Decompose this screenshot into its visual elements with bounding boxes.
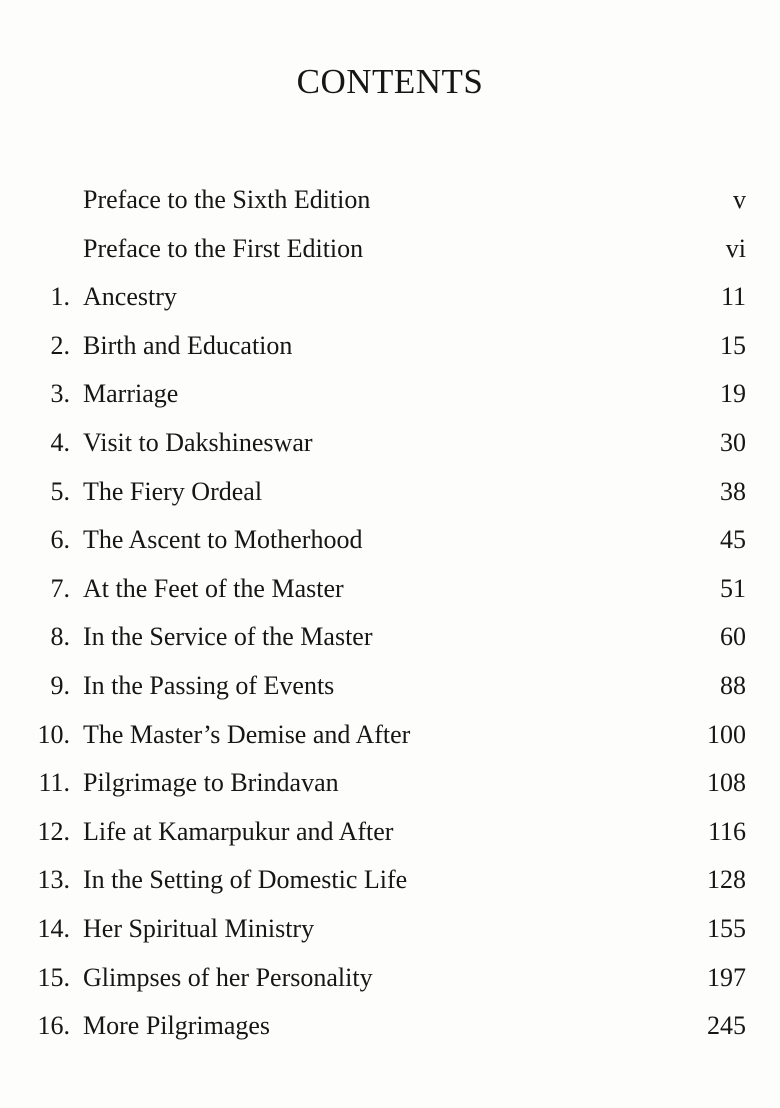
toc-entry (0, 275, 780, 324)
toc-entry (0, 227, 780, 276)
chapter-title: Preface to the First Edition (83, 233, 364, 263)
toc-entry (0, 324, 780, 373)
toc-entry (0, 713, 780, 762)
chapter-title: The Ascent to Motherhood (83, 525, 363, 555)
chapter-number: 15. (37, 962, 70, 992)
chapter-number: 3. (50, 379, 70, 409)
page-number: 197 (707, 962, 746, 992)
toc-entry (0, 956, 780, 1005)
page-number: 100 (707, 719, 746, 749)
page-number: 38 (720, 476, 746, 506)
toc-entry (0, 470, 780, 519)
chapter-title: At the Feet of the Master (83, 573, 344, 603)
page-number: 60 (720, 622, 746, 652)
page-number: 108 (707, 768, 746, 798)
page-number: 15 (720, 330, 746, 360)
chapter-title: Life at Kamarpukur and After (83, 816, 394, 846)
chapter-number: 16. (37, 1011, 70, 1041)
chapter-number: 11. (38, 768, 70, 798)
toc-entry (0, 761, 780, 810)
page-number: 11 (720, 282, 746, 312)
toc-entry (0, 178, 780, 227)
page-number: 155 (707, 913, 746, 943)
page-number: vi (725, 233, 746, 263)
page-number: 19 (720, 379, 746, 409)
chapter-title: The Master’s Demise and After (83, 719, 411, 749)
page-number: 88 (720, 670, 746, 700)
page-number: 245 (707, 1011, 746, 1041)
toc-entry (0, 372, 780, 421)
chapter-number: 14. (37, 913, 70, 943)
chapter-number: 2. (50, 330, 70, 360)
chapter-number: 9. (50, 670, 70, 700)
chapter-title: Ancestry (83, 282, 177, 312)
chapter-number: 4. (50, 427, 70, 457)
chapter-title: In the Passing of Events (83, 670, 335, 700)
page-number: 51 (720, 573, 746, 603)
table-of-contents (0, 178, 780, 1053)
chapter-title: Preface to the Sixth Edition (83, 185, 371, 214)
chapter-title: Glimpses of her Personality (83, 962, 373, 992)
page-number: 116 (707, 816, 746, 846)
chapter-title: Her Spiritual Ministry (83, 913, 315, 943)
page-title: CONTENTS (296, 62, 484, 101)
chapter-title: Birth and Education (83, 330, 293, 360)
chapter-number: 12. (37, 816, 70, 846)
page-number: v (733, 185, 746, 214)
toc-entry (0, 907, 780, 956)
toc-entry (0, 518, 780, 567)
chapter-title: The Fiery Ordeal (83, 476, 263, 506)
chapter-title: Marriage (83, 379, 179, 409)
chapter-number: 5. (50, 476, 70, 506)
chapter-number: 7. (50, 573, 70, 603)
toc-entry (0, 1004, 780, 1053)
chapter-title: In the Service of the Master (83, 622, 373, 652)
page-number: 128 (707, 865, 746, 895)
chapter-number: 1. (50, 282, 70, 312)
chapter-number: 6. (50, 525, 70, 555)
chapter-number: 13. (37, 865, 70, 895)
chapter-number: 10. (37, 719, 70, 749)
page-number: 45 (720, 525, 746, 555)
chapter-title: Pilgrimage to Brindavan (83, 768, 339, 798)
page-number: 30 (720, 427, 746, 457)
toc-entry (0, 810, 780, 859)
chapter-title: More Pilgrimages (83, 1011, 271, 1041)
toc-entry (0, 567, 780, 616)
toc-entry (0, 421, 780, 470)
toc-entry (0, 615, 780, 664)
toc-entry (0, 664, 780, 713)
chapter-number: 8. (50, 622, 70, 652)
toc-entry (0, 858, 780, 907)
chapter-title: Visit to Dakshineswar (83, 427, 313, 457)
chapter-title: In the Setting of Domestic Life (83, 865, 408, 895)
